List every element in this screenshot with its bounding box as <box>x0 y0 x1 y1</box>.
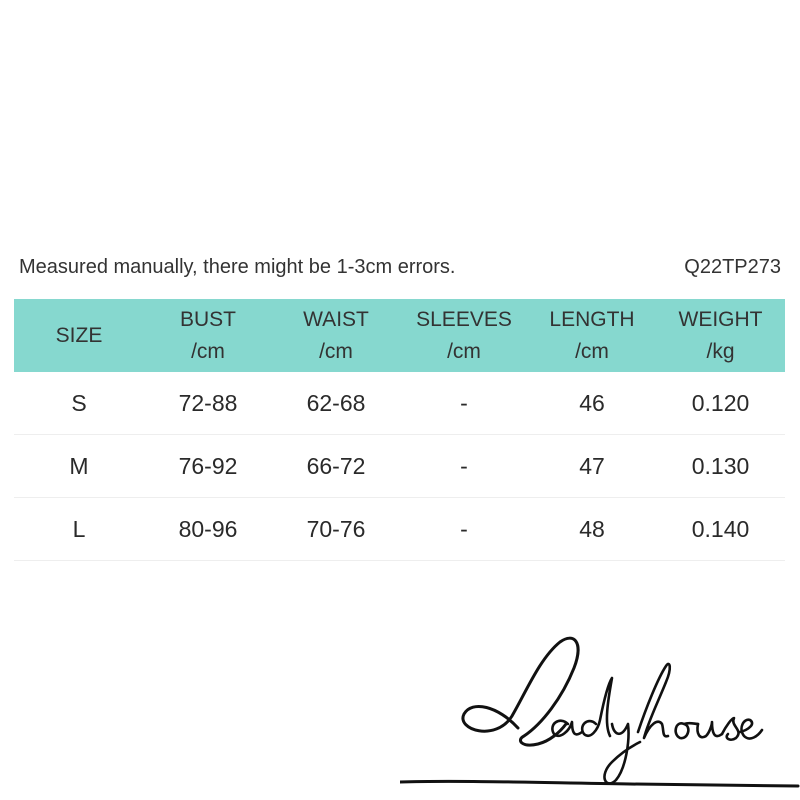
logo-stroke-d <box>582 678 612 736</box>
header-label: BUST <box>179 307 236 331</box>
header-unit: /cm <box>191 339 225 363</box>
logo-stroke-o <box>676 723 698 738</box>
logo-underline <box>400 781 798 786</box>
header-sleeves <box>400 299 528 372</box>
header-label: LENGTH <box>549 307 635 331</box>
logo-stroke-s <box>722 718 739 740</box>
header-length <box>528 299 656 372</box>
table-cell: 47 <box>528 435 656 498</box>
table-cell: L <box>14 498 144 561</box>
table-header-row <box>14 299 785 372</box>
header-unit: /cm <box>575 339 609 363</box>
table-cell: - <box>400 372 528 435</box>
table-cell: 80-96 <box>144 498 272 561</box>
table-cell: 62-68 <box>272 372 400 435</box>
table-cell: 0.130 <box>656 435 785 498</box>
measurement-note: Measured manually, there might be 1-3cm errors. <box>19 256 456 278</box>
table-cell: 72-88 <box>144 372 272 435</box>
table-cell: 48 <box>528 498 656 561</box>
header-size <box>14 299 144 372</box>
logo-stroke-l <box>463 638 578 745</box>
table-cell: - <box>400 435 528 498</box>
header-weight <box>656 299 785 372</box>
table-cell: 70-76 <box>272 498 400 561</box>
size-chart-table <box>14 299 785 561</box>
table-cell: 0.120 <box>656 372 785 435</box>
header-waist <box>272 299 400 372</box>
table-cell: - <box>400 498 528 561</box>
table-cell: 0.140 <box>656 498 785 561</box>
product-code: Q22TP273 <box>684 256 781 278</box>
table-row <box>14 435 785 498</box>
logo-stroke-u <box>697 722 722 737</box>
header-label: SLEEVES <box>416 307 512 331</box>
table-row <box>14 498 785 561</box>
header-bust <box>144 299 272 372</box>
table-row <box>14 372 785 435</box>
header-unit: /kg <box>706 339 735 363</box>
table-cell: 66-72 <box>272 435 400 498</box>
table-cell: S <box>14 372 144 435</box>
table-cell: 46 <box>528 372 656 435</box>
header-unit: /cm <box>447 339 481 363</box>
ladyhouse-logo <box>400 620 800 800</box>
table-cell: 76-92 <box>144 435 272 498</box>
header-label: WEIGHT <box>678 307 763 331</box>
logo-stroke-e <box>740 720 762 739</box>
header-label: WAIST <box>303 307 369 331</box>
header-label: SIZE <box>55 323 103 347</box>
logo-stroke-h <box>638 664 670 738</box>
header-unit: /cm <box>319 339 353 363</box>
table-cell: M <box>14 435 144 498</box>
